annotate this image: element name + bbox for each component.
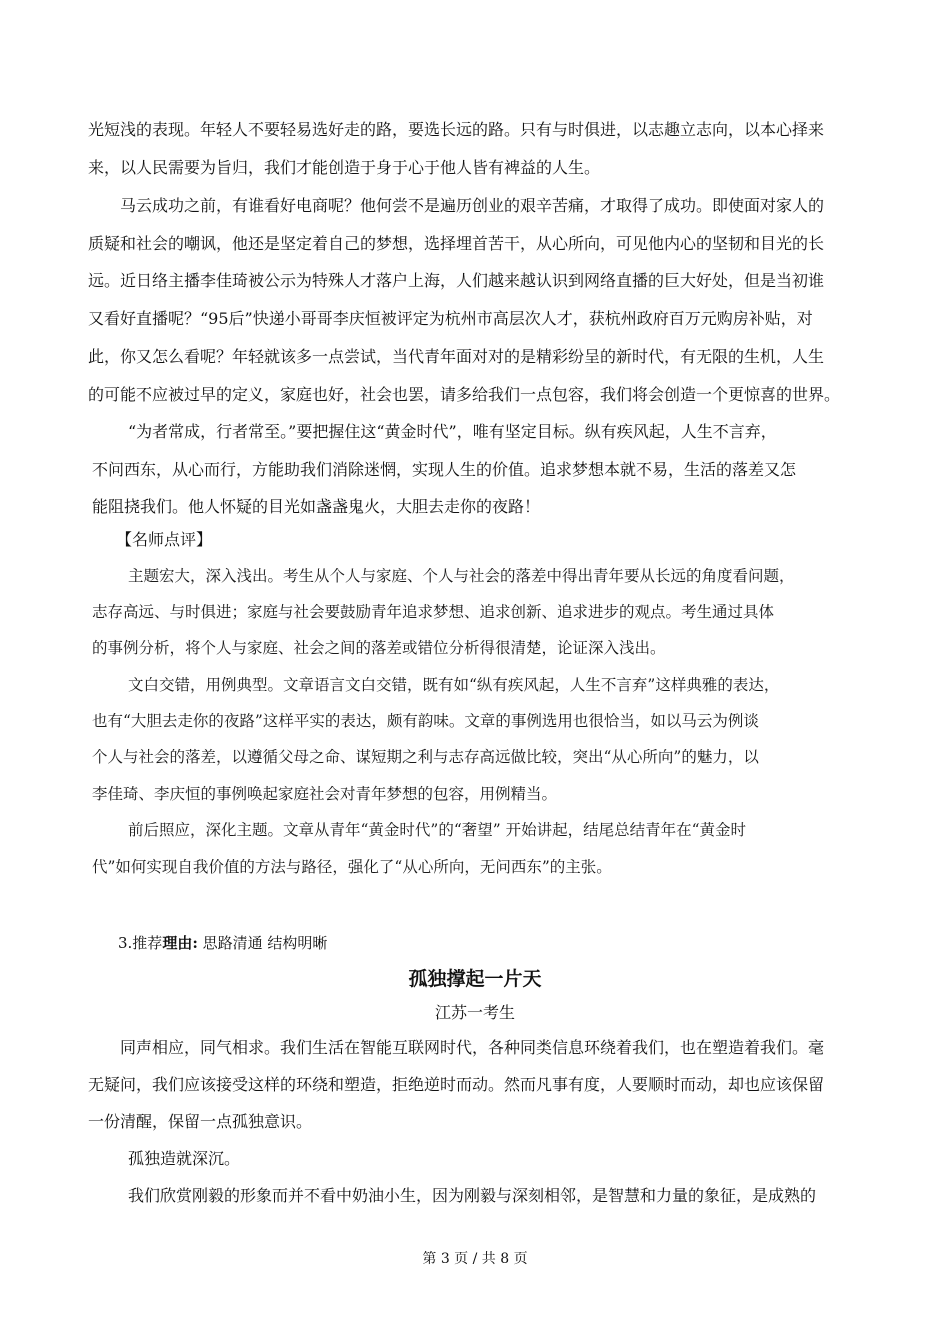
essay-line: 孤独造就深沉。 (128, 1149, 241, 1168)
essay-line: 无疑问，我们应该接受这样的环绕和塑造，拒绝逆时而动。然而凡事有度，人要顺时而动，却也应该保留 (88, 1075, 825, 1094)
essay-line: 我们欣赏刚毅的形象而并不看中奶油小生，因为刚毅与深刻相邻，是智慧和力量的象征，是成熟的 (128, 1186, 817, 1205)
recommend-text: 思路清通 结构明晰 (197, 934, 328, 952)
essay-line: 质疑和社会的嘲讽，他还是坚定着自己的梦想，选择埋首苦干，从心所向，可见他内心的坚韧和目光的长 (88, 234, 825, 253)
essay-line: 远。近日络主播李佳琦被公示为特殊人才落户上海，人们越来越认识到网络直播的巨大好处，但是当初谁 (88, 271, 825, 290)
essay-line: 光短浅的表现。年轻人不要轻易选好走的路，要选长远的路。只有与时俱进，以志趣立志向，以本心择来 (88, 120, 825, 139)
essay-line: 一份清醒，保留一点孤独意识。 (88, 1112, 313, 1131)
recommend-prefix: 3.推荐 (118, 934, 163, 952)
comment-line: 也有“大胆去走你的夜路”这样平实的表达，颇有韵味。文章的事例选用也很恰当，如以马云为例谈 (92, 712, 759, 730)
essay-line: 能阻挠我们。他人怀疑的目光如盏盏鬼火，大胆去走你的夜路！ (92, 497, 541, 516)
essay-line: 来，以人民需要为旨归，我们才能创造于身于心于他人皆有裨益的人生。 (88, 158, 601, 177)
comment-line: 的事例分析，将个人与家庭、社会之间的落差或错位分析得很清楚，论证深入浅出。 (92, 639, 666, 657)
essay-line: 不问西东，从心而行，方能助我们消除迷惘，实现人生的价值。追求梦想本就不易，生活的落差又怎 (92, 460, 797, 479)
essay-author: 江苏一考生 (434, 1003, 515, 1022)
essay-line: 又看好直播呢？“95后”快递小哥哥李庆恒被评定为杭州市高层次人才，获杭州政府百万元购房补贴，对 (88, 309, 813, 328)
comment-heading: 【名师点评】 (116, 530, 213, 549)
essay-line: 马云成功之前，有谁看好电商呢？他何尝不是遍历创业的艰辛苦痛，才取得了成功。即使面对家人的 (120, 196, 825, 215)
comment-line: 前后照应，深化主题。文章从青年“黄金时代”的“奢望” 开始讲起，结尾总结青年在“黄金时 (128, 821, 747, 839)
comment-line: 李佳琦、李庆恒的事例唤起家庭社会对青年梦想的包容，用例精当。 (92, 785, 558, 803)
comment-line: 主题宏大，深入浅出。考生从个人与家庭、个人与社会的落差中得出青年要从长远的角度看问题， (128, 567, 795, 585)
comment-line: 文白交错，用例典型。文章语言文白交错，既有如“纵有疾风起，人生不言弃”这样典雅的表达， (128, 676, 780, 694)
comment-line: 个人与社会的落差，以遵循父母之命、谋短期之利与志存高远做比较，突出“从心所向”的魅力，以 (92, 748, 759, 766)
essay-title: 孤独撑起一片天 (408, 968, 542, 990)
recommend-reason (118, 932, 327, 953)
essay-line: “为者常成，行者常至。”要把握住这“黄金时代”，唯有坚定目标。纵有疾风起，人生不言弃， (128, 422, 777, 441)
essay-line: 同声相应，同气相求。我们生活在智能互联网时代，各种同类信息环绕着我们，也在塑造着我们。毫 (120, 1038, 825, 1057)
comment-line: 代”如何实现自我价值的方法与路径，强化了“从心所向，无问西东”的主张。 (92, 858, 612, 876)
recommend-bold: 理由: (162, 934, 198, 952)
essay-line: 此，你又怎么看呢？年轻就该多一点尝试，当代青年面对对的是精彩纷呈的新时代，有无限的生机，人生 (88, 347, 825, 366)
essay-line: 的可能不应被过早的定义，家庭也好，社会也罢，请多给我们一点包容，我们将会创造一个更惊喜的世界。 (88, 385, 841, 404)
page-number: 第 3 页 / 共 8 页 (422, 1251, 528, 1267)
comment-line: 志存高远、与时俱进；家庭与社会要鼓励青年追求梦想、追求创新、追求进步的观点。考生通过具体 (92, 603, 775, 621)
